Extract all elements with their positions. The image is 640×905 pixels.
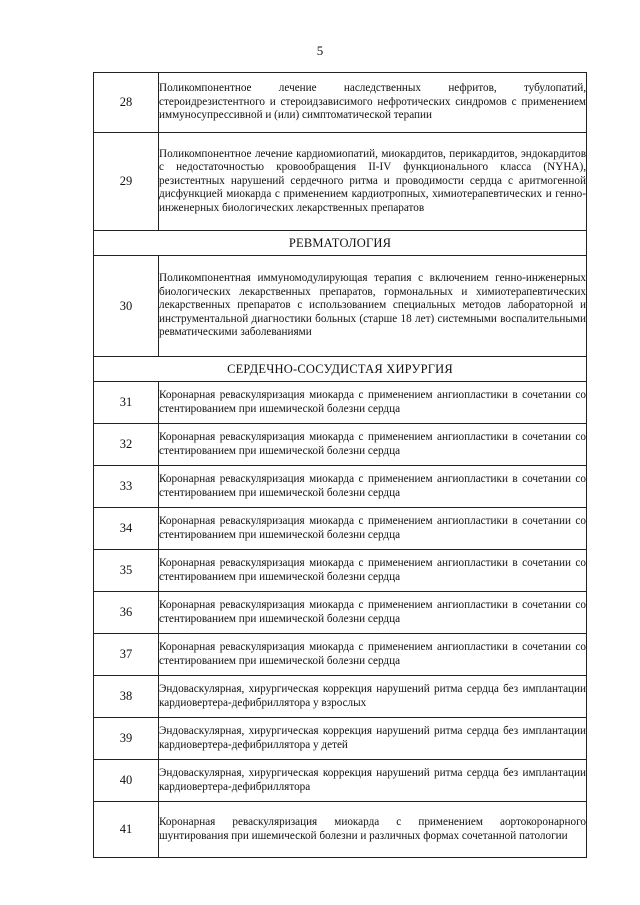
table-row [94,718,587,760]
row-number: 33 [94,466,159,508]
row-description: Поликомпонентное лечение наследственных нефритов, тубулопатий, стероидрезистентного и стероидзависимого нефротических синдромов с применением иммуносупрессивной и (или) симптоматической терапии [159,73,587,133]
table-row [94,466,587,508]
row-number: 32 [94,424,159,466]
row-description: Коронарная реваскуляризация миокарда с применением ангиопластики в сочетании со стентированием при ишемической болезни сердца [159,550,587,592]
row-description: Коронарная реваскуляризация миокарда с применением ангиопластики в сочетании со стентированием при ишемической болезни сердца [159,466,587,508]
row-description: Эндоваскулярная, хирургическая коррекция нарушений ритма сердца без имплантации кардиовертера-дефибриллятора у детей [159,718,587,760]
row-description: Коронарная реваскуляризация миокарда с применением ангиопластики в сочетании со стентированием при ишемической болезни сердца [159,382,587,424]
section-header-row [94,231,587,256]
page-number: 5 [316,43,324,58]
row-description: Поликомпонентное лечение кардиомиопатий, миокардитов, перикардитов, эндокардитов с недостаточностью кровообращения II-IV функционального класса (NYHA), резистентных нарушений сердечного ритма и проводимости сердца с аритмогенной дисфункцией миокарда с применением кардиотропных, химиотерапевтических и генно-инженерных биологических лекарственных препаратов [159,133,587,231]
table-row [94,508,587,550]
table-row [94,424,587,466]
row-number: 34 [94,508,159,550]
table-row [94,133,587,231]
table-row [94,550,587,592]
row-number: 29 [94,133,159,231]
services-table [93,72,587,858]
row-number: 37 [94,634,159,676]
row-description: Коронарная реваскуляризация миокарда с применением ангиопластики в сочетании со стентированием при ишемической болезни сердца [159,424,587,466]
table-row [94,73,587,133]
row-description: Коронарная реваскуляризация миокарда с применением ангиопластики в сочетании со стентированием при ишемической болезни сердца [159,634,587,676]
row-number: 38 [94,676,159,718]
section-header-row [94,357,587,382]
row-description: Коронарная реваскуляризация миокарда с применением ангиопластики в сочетании со стентированием при ишемической болезни сердца [159,508,587,550]
row-number: 39 [94,718,159,760]
table-row [94,760,587,802]
table-body [94,73,587,858]
row-number: 35 [94,550,159,592]
row-description: Эндоваскулярная, хирургическая коррекция нарушений ритма сердца без имплантации кардиовертера-дефибриллятора у взрослых [159,676,587,718]
table-row [94,802,587,858]
table-row [94,382,587,424]
row-description: Коронарная реваскуляризация миокарда с применением ангиопластики в сочетании со стентированием при ишемической болезни сердца [159,592,587,634]
table-row [94,256,587,357]
table-row [94,676,587,718]
row-description: Поликомпонентная иммуномодулирующая терапия с включением генно-инженерных биологических лекарственных препаратов, гормональных и химиотерапевтических лекарственных препаратов с использованием специальных методов лабораторной и инструментальной диагностики больных (старше 18 лет) системными воспалительными ревматическими заболеваниями [159,256,587,357]
row-number: 40 [94,760,159,802]
table-row [94,634,587,676]
row-description: Эндоваскулярная, хирургическая коррекция нарушений ритма сердца без имплантации кардиовертера-дефибриллятора [159,760,587,802]
section-title: СЕРДЕЧНО-СОСУДИСТАЯ ХИРУРГИЯ [94,357,587,382]
row-number: 30 [94,256,159,357]
row-number: 36 [94,592,159,634]
table-row [94,592,587,634]
row-description: Коронарная реваскуляризация миокарда с применением аортокоронарного шунтирования при ишемической болезни и различных формах сочетанной патологии [159,802,587,858]
row-number: 31 [94,382,159,424]
section-title: РЕВМАТОЛОГИЯ [94,231,587,256]
row-number: 41 [94,802,159,858]
row-number: 28 [94,73,159,133]
